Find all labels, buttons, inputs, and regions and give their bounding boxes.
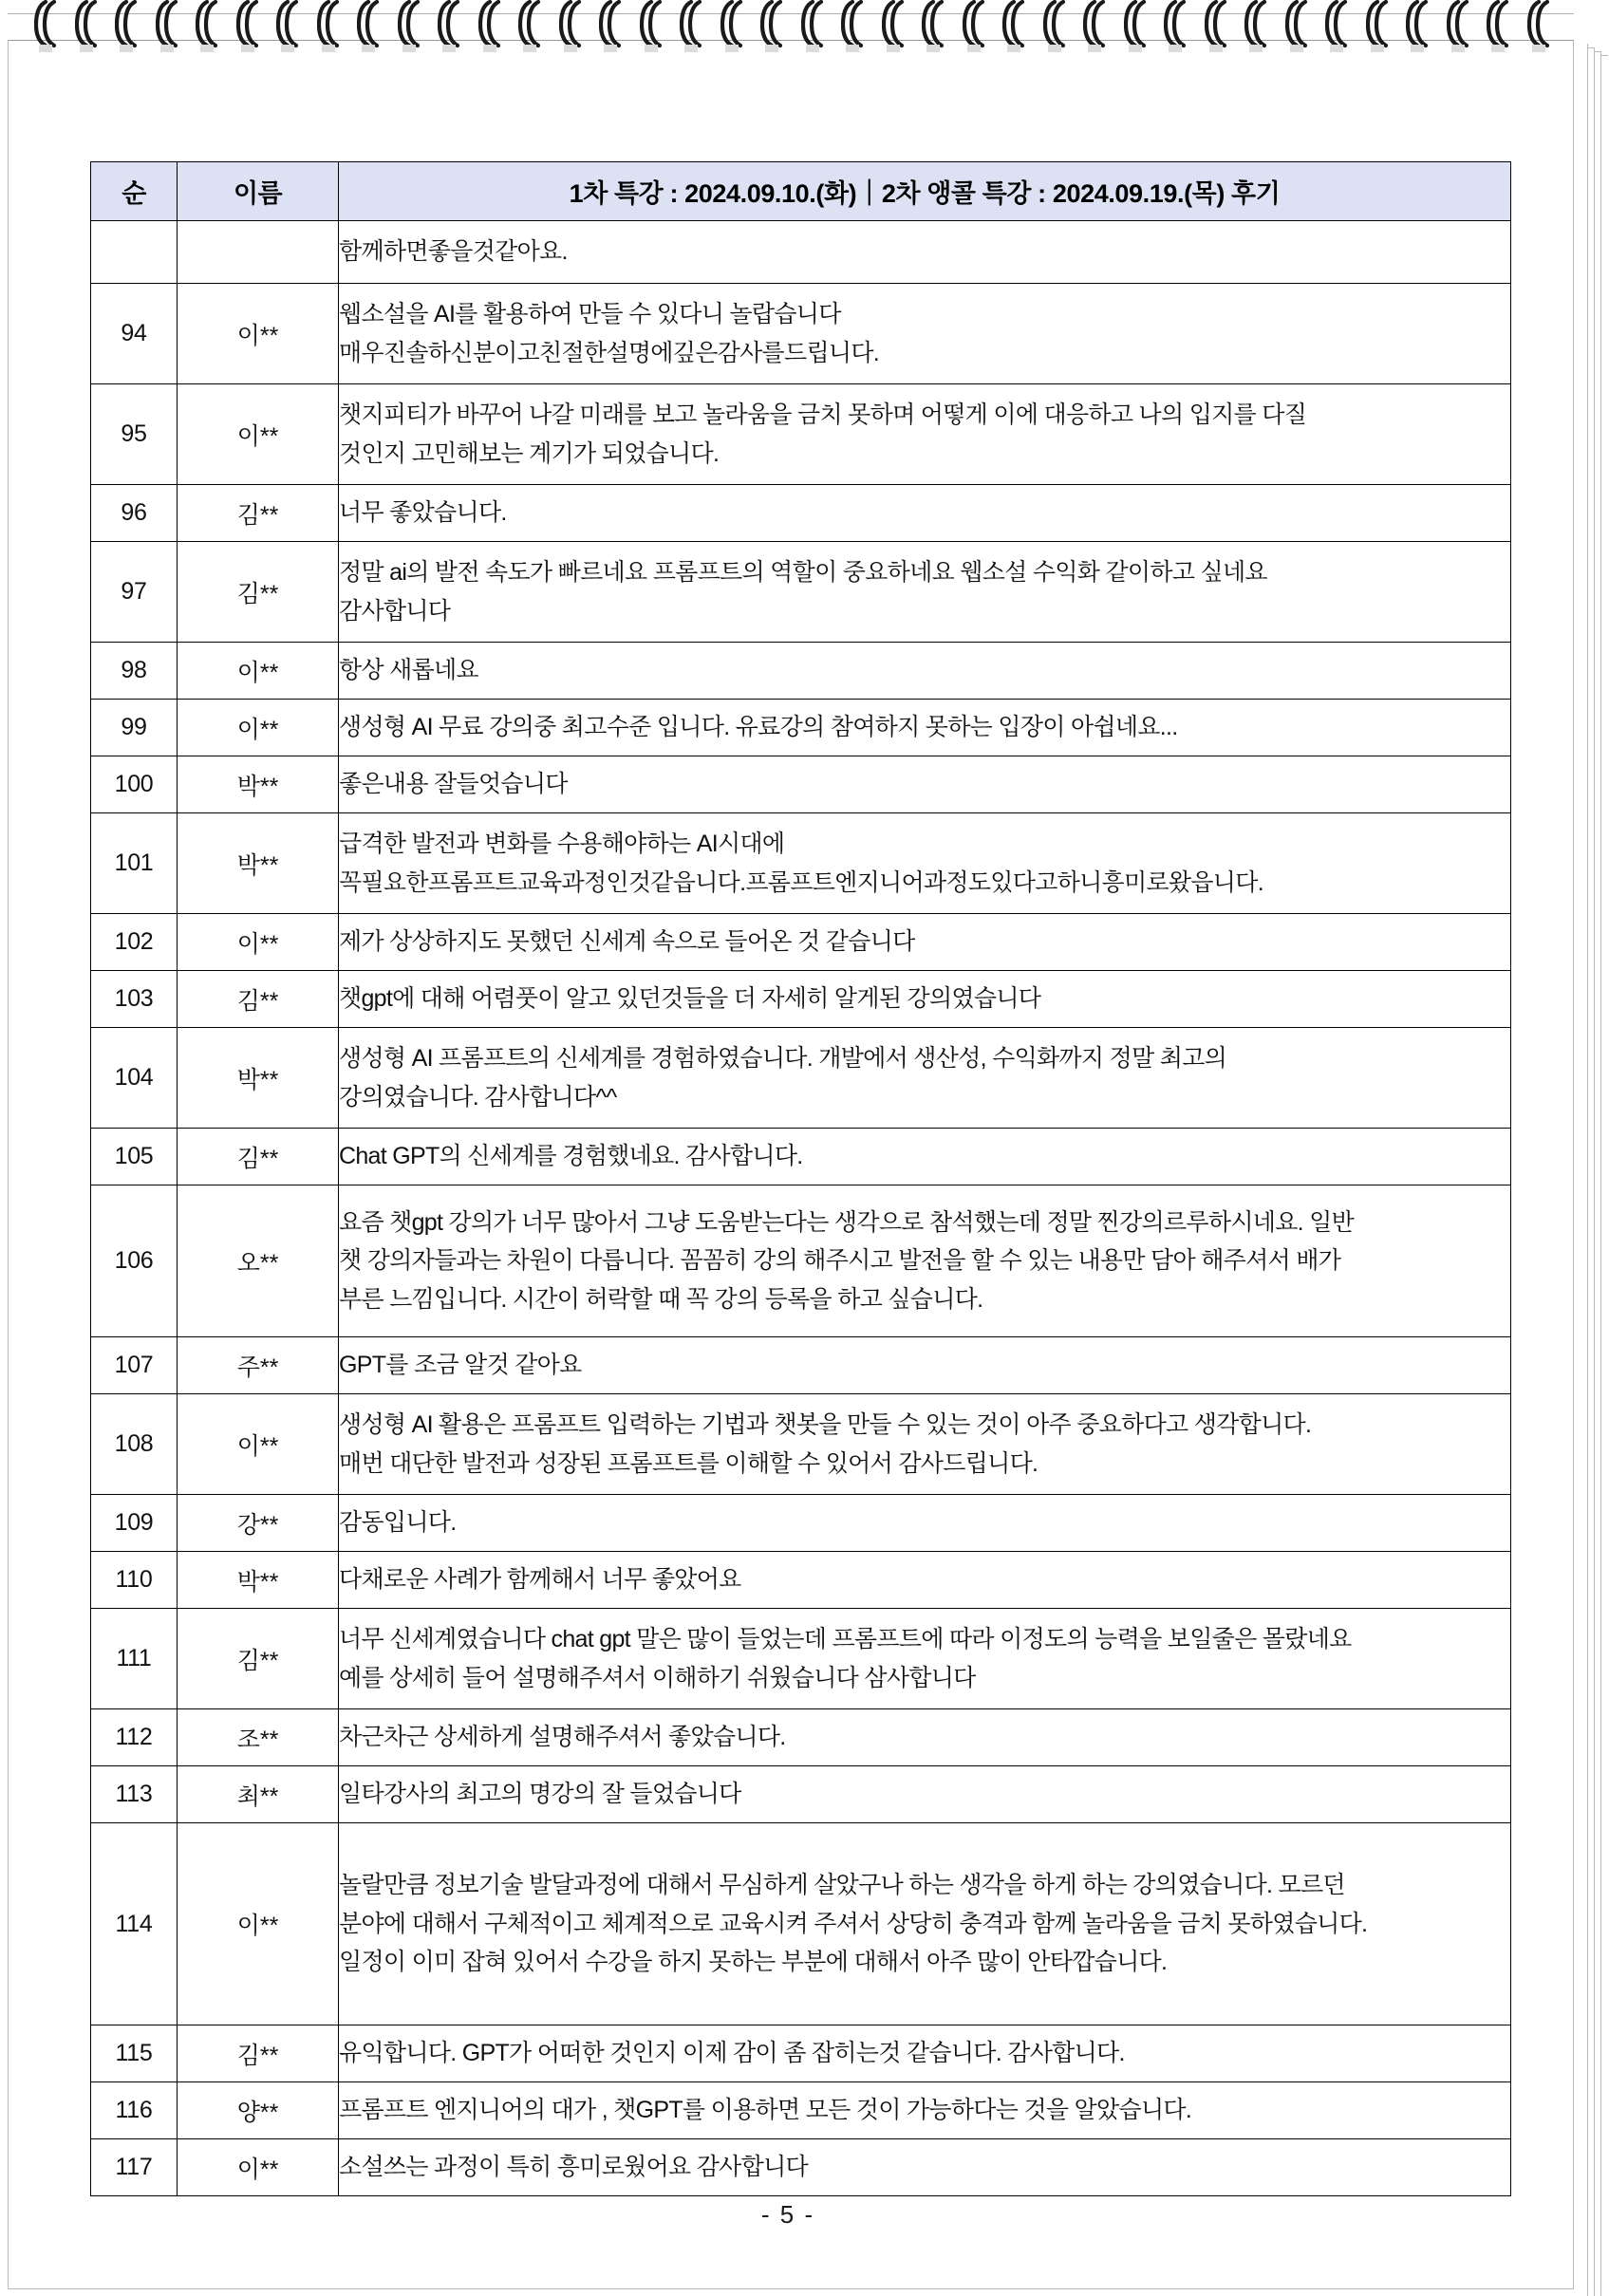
review-text-line: 챗gpt에 대해 어렴풋이 알고 있던것들을 더 자세히 알게된 강의였습니다 xyxy=(339,985,1041,1013)
cell-name: 조** xyxy=(178,1709,339,1766)
column-header-name: 이름 xyxy=(178,162,339,221)
cell-review-text xyxy=(339,643,1511,700)
table-row xyxy=(91,1337,1511,1394)
table-row xyxy=(91,284,1511,384)
cell-name: 김** xyxy=(178,1609,339,1709)
spiral-ring-icon xyxy=(559,0,584,55)
cell-no: 98 xyxy=(91,643,178,700)
spiral-ring-icon xyxy=(236,0,261,55)
cell-review-text xyxy=(339,1609,1511,1709)
table-row xyxy=(91,643,1511,700)
cell-name: 김** xyxy=(178,485,339,542)
review-text-line: Chat GPT의 신세계를 경험했네요. 감사합니다. xyxy=(339,1143,803,1170)
spiral-binding xyxy=(0,0,1609,59)
spiral-ring-icon xyxy=(1164,0,1188,55)
cell-review-text xyxy=(339,221,1511,284)
cell-no xyxy=(91,221,178,284)
table-row xyxy=(91,384,1511,485)
cell-no: 106 xyxy=(91,1185,178,1337)
review-text-line: 생성형 AI 프롬프트의 신세계를 경험하였습니다. 개발에서 생산성, 수익화까지 정말 최고의 xyxy=(339,1045,1227,1072)
cell-name: 박** xyxy=(178,1552,339,1609)
spiral-ring-icon xyxy=(75,0,100,55)
cell-review-text xyxy=(339,914,1511,971)
table-header xyxy=(91,162,1511,221)
review-text-line: 너무 신세계였습니다 chat gpt 말은 많이 들었는데 프롬프트에 따라 이정도의 능력을 보일줄은 몰랐네요 xyxy=(339,1626,1352,1652)
cell-review-text xyxy=(339,971,1511,1028)
cell-no: 101 xyxy=(91,813,178,914)
review-text-line: 것인지 고민해보는 계기가 되었습니다. xyxy=(339,439,720,467)
cell-name: 김** xyxy=(178,1129,339,1185)
spiral-ring-icon xyxy=(1285,0,1310,55)
page-number: - 5 - xyxy=(760,2200,815,2229)
cell-name: 최** xyxy=(178,1766,339,1823)
table-header-row xyxy=(91,162,1511,221)
spiral-ring-icon xyxy=(841,0,866,55)
column-header-no: 순 xyxy=(91,162,178,221)
cell-no: 103 xyxy=(91,971,178,1028)
cell-review-text xyxy=(339,2025,1511,2082)
review-text-line: 함께하면좋을것같아요. xyxy=(339,238,568,266)
spiral-ring-icon xyxy=(1124,0,1149,55)
spiral-ring-icon xyxy=(196,0,220,55)
spiral-ring-icon xyxy=(478,0,503,55)
spiral-ring-icon xyxy=(760,0,785,55)
cell-no: 102 xyxy=(91,914,178,971)
review-text-line: 프롬프트 엔지니어의 대가 , 챗GPT를 이용하면 모든 것이 가능하다는 것을 알았습니다. xyxy=(339,2097,1192,2124)
table-row xyxy=(91,1709,1511,1766)
cell-name xyxy=(178,221,339,284)
review-text-line: 챗 강의자들과는 차원이 다릅니다. 꼼꼼히 강의 해주시고 발전을 할 수 있는 내용만 담아 해주셔서 배가 xyxy=(339,1247,1341,1275)
cell-name: 박** xyxy=(178,813,339,914)
cell-review-text xyxy=(339,1766,1511,1823)
cell-no: 112 xyxy=(91,1709,178,1766)
review-text-line: 일타강사의 최고의 명강의 잘 들었습니다 xyxy=(339,1781,741,1808)
cell-no: 117 xyxy=(91,2139,178,2196)
cell-review-text xyxy=(339,384,1511,485)
cell-review-text xyxy=(339,1552,1511,1609)
review-text-line: 항상 새롭네요 xyxy=(339,657,478,684)
spiral-ring-icon xyxy=(1244,0,1269,55)
cell-no: 109 xyxy=(91,1495,178,1552)
cell-no: 96 xyxy=(91,485,178,542)
spiral-ring-icon xyxy=(1447,0,1471,55)
cell-no: 113 xyxy=(91,1766,178,1823)
cell-name: 양** xyxy=(178,2082,339,2139)
table-row xyxy=(91,1394,1511,1495)
cell-review-text xyxy=(339,2082,1511,2139)
cell-review-text xyxy=(339,813,1511,914)
spiral-ring-icon xyxy=(801,0,826,55)
spiral-ring-icon xyxy=(1527,0,1552,55)
table-row xyxy=(91,542,1511,643)
spiral-ring-icon xyxy=(438,0,462,55)
cell-review-text xyxy=(339,1028,1511,1129)
table-body xyxy=(91,221,1511,2196)
table-row xyxy=(91,1495,1511,1552)
cell-name: 오** xyxy=(178,1185,339,1337)
cell-review-text xyxy=(339,1185,1511,1337)
review-text-line: 강의였습니다. 감사합니다^^ xyxy=(339,1083,617,1111)
review-text-line: 제가 상상하지도 못했던 신세계 속으로 들어온 것 같습니다 xyxy=(339,928,915,956)
cell-name: 이** xyxy=(178,914,339,971)
cell-review-text xyxy=(339,2139,1511,2196)
spiral-ring-icon xyxy=(1083,0,1108,55)
cell-name: 김** xyxy=(178,971,339,1028)
cell-no: 105 xyxy=(91,1129,178,1185)
spiral-ring-icon xyxy=(882,0,907,55)
cell-no: 94 xyxy=(91,284,178,384)
cell-no: 107 xyxy=(91,1337,178,1394)
table-row xyxy=(91,1552,1511,1609)
cell-review-text xyxy=(339,485,1511,542)
cell-name: 주** xyxy=(178,1337,339,1394)
cell-no: 108 xyxy=(91,1394,178,1495)
cell-no: 99 xyxy=(91,700,178,756)
cell-no: 114 xyxy=(91,1823,178,2025)
review-text-line: 매우진솔하신분이고친절한설명에깊은감사를드립니다. xyxy=(339,339,880,366)
spiral-ring-icon xyxy=(276,0,301,55)
spiral-ring-icon xyxy=(357,0,382,55)
review-text-line: 요즘 챗gpt 강의가 너무 많아서 그냥 도움받는다는 생각으로 참석했는데 정말 찐강의르루하시네요. 일반 xyxy=(339,1208,1355,1236)
cell-review-text xyxy=(339,1709,1511,1766)
table-row xyxy=(91,971,1511,1028)
cell-name: 이** xyxy=(178,1394,339,1495)
cell-name: 김** xyxy=(178,2025,339,2082)
cell-name: 김** xyxy=(178,542,339,643)
cell-review-text xyxy=(339,756,1511,813)
review-text-line: 꼭필요한프롬프트교육과정인것같읍니다.프롬프트엔지니어과정도있다고하니흥미로왔읍니다. xyxy=(339,868,1263,896)
spiral-ring-icon xyxy=(115,0,140,55)
spiral-ring-icon xyxy=(1002,0,1027,55)
table-row xyxy=(91,1185,1511,1337)
cell-review-text xyxy=(339,700,1511,756)
cell-review-text xyxy=(339,542,1511,643)
cell-review-text xyxy=(339,1823,1511,2025)
cell-name: 이** xyxy=(178,2139,339,2196)
spiral-ring-icon xyxy=(640,0,664,55)
cell-no: 95 xyxy=(91,384,178,485)
cell-name: 강** xyxy=(178,1495,339,1552)
table-row xyxy=(91,2025,1511,2082)
table-row xyxy=(91,1028,1511,1129)
cell-no: 104 xyxy=(91,1028,178,1129)
spiral-ring-icon xyxy=(398,0,422,55)
spiral-ring-icon xyxy=(1043,0,1068,55)
page-stack-edges xyxy=(1582,40,1609,2296)
reviews-table-container xyxy=(90,161,1510,2196)
cell-name: 이** xyxy=(178,643,339,700)
review-text-line: 생성형 AI 활용은 프롬프트 입력하는 기법과 챗봇을 만들 수 있는 것이 아주 중요하다고 생각합니다. xyxy=(339,1411,1312,1438)
review-text-line: 예를 상세히 들어 설명해주셔서 이해하기 쉬웠습니다 삼사합니다 xyxy=(339,1664,976,1691)
cell-no: 100 xyxy=(91,756,178,813)
table-row xyxy=(91,1766,1511,1823)
spiral-ring-icon xyxy=(599,0,624,55)
spiral-ring-icon xyxy=(156,0,180,55)
cell-name: 박** xyxy=(178,756,339,813)
spiral-ring-icon xyxy=(680,0,704,55)
review-text-line: 정말 ai의 발전 속도가 빠르네요 프롬프트의 역할이 중요하네요 웹소설 수익화 같이하고 싶네요 xyxy=(339,559,1267,586)
table-row xyxy=(91,2139,1511,2196)
cell-review-text xyxy=(339,284,1511,384)
review-text-line: 감동입니다. xyxy=(339,1509,457,1537)
spiral-ring-icon xyxy=(1487,0,1511,55)
spiral-ring-icon xyxy=(922,0,946,55)
table-row xyxy=(91,813,1511,914)
cell-no: 116 xyxy=(91,2082,178,2139)
cell-name: 이** xyxy=(178,284,339,384)
review-text-line: 너무 좋았습니다. xyxy=(339,499,507,527)
review-text-line: 급격한 발전과 변화를 수용해야하는 AI시대에 xyxy=(339,831,785,857)
review-text-line: 분야에 대해서 구체적이고 체계적으로 교육시켜 주셔서 상당히 충격과 함께 놀라움을 금치 못하였습니다. xyxy=(339,1910,1368,1937)
spiral-ring-icon xyxy=(1325,0,1350,55)
spiral-ring-icon xyxy=(1366,0,1391,55)
spiral-ring-icon xyxy=(317,0,342,55)
review-text-line: 웹소설을 AI를 활용하여 만들 수 있다니 놀랍습니다 xyxy=(339,301,841,327)
cell-review-text xyxy=(339,1337,1511,1394)
table-row xyxy=(91,1823,1511,2025)
cell-review-text xyxy=(339,1495,1511,1552)
cell-name: 이** xyxy=(178,384,339,485)
spiral-ring-icon xyxy=(1406,0,1431,55)
table-row xyxy=(91,1609,1511,1709)
review-text-line: 유익합니다. GPT가 어떠한 것인지 이제 감이 좀 잡히는것 같습니다. 감사합니다. xyxy=(339,2040,1125,2067)
table-row xyxy=(91,1129,1511,1185)
cell-no: 97 xyxy=(91,542,178,643)
table-row xyxy=(91,700,1511,756)
review-text-line: 좋은내용 잘들엇습니다 xyxy=(339,771,568,798)
spiral-ring-icon xyxy=(518,0,543,55)
review-text-line: 매번 대단한 발전과 성장된 프롬프트를 이해할 수 있어서 감사드립니다. xyxy=(339,1449,1038,1477)
review-text-line: 다채로운 사례가 함께해서 너무 좋았어요 xyxy=(339,1566,741,1594)
review-text-line: 감사합니다 xyxy=(339,597,451,625)
column-header-content: 1차 특강 : 2024.09.10.(화)｜2차 앵콜 특강 : 2024.09.19.(목) 후기 xyxy=(339,162,1511,221)
cell-review-text xyxy=(339,1394,1511,1495)
spiral-ring-icon xyxy=(34,0,59,55)
cell-no: 111 xyxy=(91,1609,178,1709)
cell-review-text xyxy=(339,1129,1511,1185)
spiral-ring-icon xyxy=(1205,0,1229,55)
table-row xyxy=(91,2082,1511,2139)
table-row xyxy=(91,485,1511,542)
review-text-line: 놀랄만큼 정보기술 발달과정에 대해서 무심하게 살았구나 하는 생각을 하게 하는 강의였습니다. 모르던 xyxy=(339,1872,1345,1899)
review-text-line: GPT를 조금 알것 같아요 xyxy=(339,1352,582,1379)
cell-no: 115 xyxy=(91,2025,178,2082)
review-text-line: 일정이 이미 잡혀 있어서 수강을 하지 못하는 부분에 대해서 아주 많이 안타깝습니다. xyxy=(339,1949,1168,1976)
table-row xyxy=(91,756,1511,813)
table-row xyxy=(91,221,1511,284)
cell-name: 이** xyxy=(178,1823,339,2025)
table-row xyxy=(91,914,1511,971)
cell-name: 박** xyxy=(178,1028,339,1129)
review-text-line: 챗지피티가 바꾸어 나갈 미래를 보고 놀라움을 금치 못하며 어떻게 이에 대응하고 나의 입지를 다질 xyxy=(339,401,1307,428)
spiral-ring-icon xyxy=(963,0,987,55)
review-text-line: 소설쓰는 과정이 특히 흥미로웠어요 감사합니다 xyxy=(339,2154,808,2181)
review-text-line: 부른 느낌입니다. 시간이 허락할 때 꼭 강의 등록을 하고 싶습니다. xyxy=(339,1285,983,1313)
review-text-line: 생성형 AI 무료 강의중 최고수준 입니다. 유료강의 참여하지 못하는 입장이 아쉽네요... xyxy=(339,714,1178,741)
cell-name: 이** xyxy=(178,700,339,756)
review-text-line: 차근차근 상세하게 설명해주셔서 좋았습니다. xyxy=(339,1724,786,1751)
reviews-table xyxy=(90,161,1511,2196)
spiral-ring-icon xyxy=(720,0,745,55)
cell-no: 110 xyxy=(91,1552,178,1609)
